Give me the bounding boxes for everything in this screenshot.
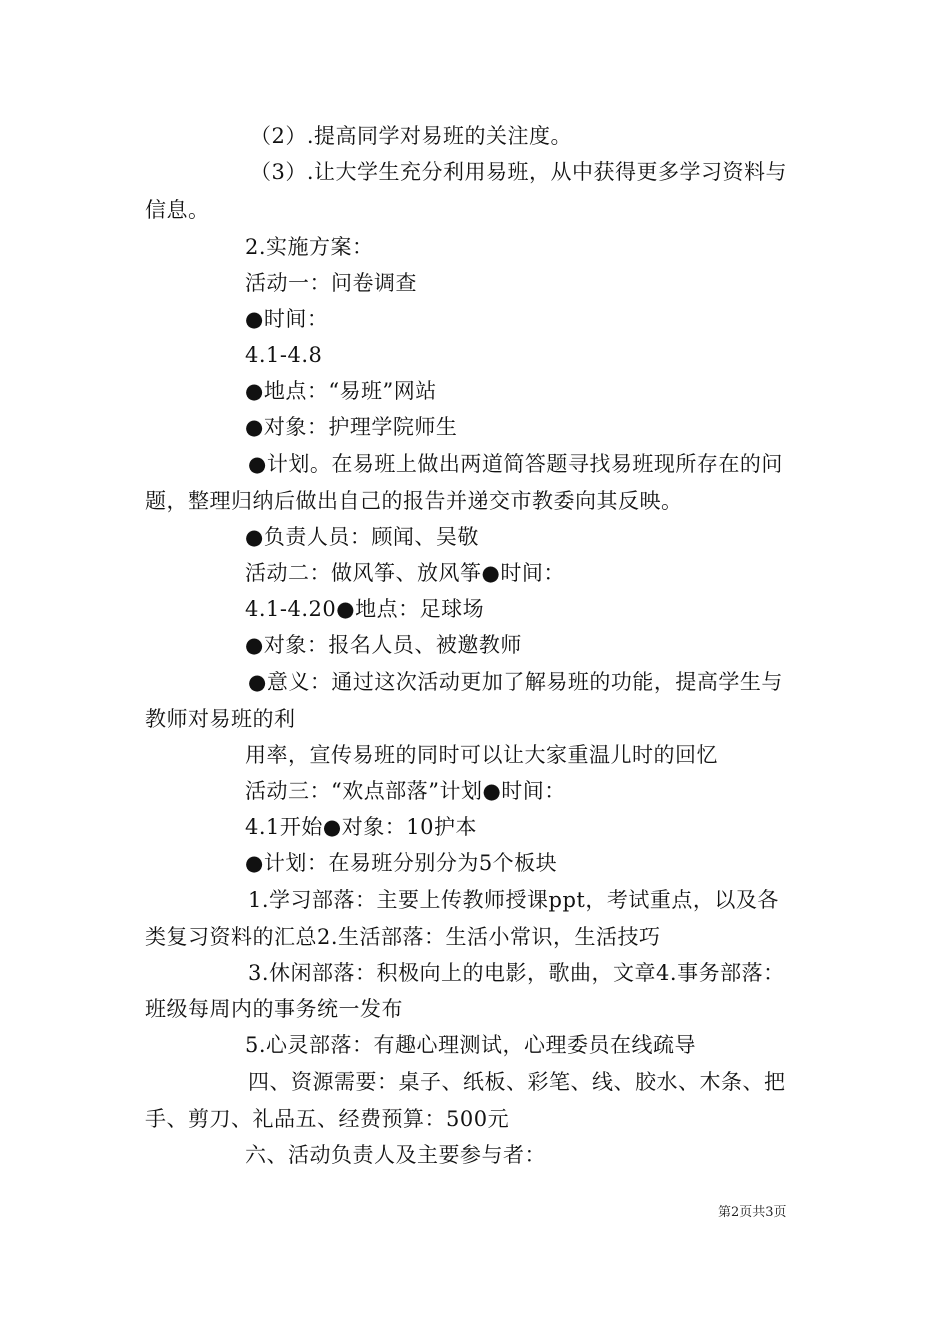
text-line: 六、活动负责人及主要参与者：	[245, 1143, 546, 1167]
text-line: 活动三：“欢点部落”计划●时间：	[245, 779, 566, 803]
text-line: ●计划。在易班上做出两道简答题寻找易班现所存在的问	[248, 452, 783, 476]
text-line: 活动二：做风筝、放风筝●时间：	[245, 561, 565, 585]
text-line: 1.学习部落：主要上传教师授课ppt，考试重点，以及各	[248, 888, 779, 912]
text-line: （2）.提高同学对易班的关注度。	[250, 124, 573, 148]
text-line: （3）.让大学生充分利用易班，从中获得更多学习资料与	[250, 160, 788, 184]
text-line: 四、资源需要：桌子、纸板、彩笔、线、胶水、木条、把	[248, 1070, 786, 1094]
text-line: ●对象：报名人员、被邀教师	[245, 633, 522, 657]
text-line: 班级每周内的事务统一发布	[145, 997, 403, 1021]
text-line: ●意义：通过这次活动更加了解易班的功能，提高学生与	[248, 670, 783, 694]
text-line: 4.1-4.8	[245, 343, 323, 367]
text-line: ●计划：在易班分别分为5个板块	[245, 851, 558, 875]
text-line: ●对象：护理学院师生	[245, 415, 458, 439]
text-line: 活动一：问卷调查	[245, 271, 417, 295]
text-line: 3.休闲部落：积极向上的电影，歌曲，文章4.事务部落：	[248, 961, 785, 985]
text-line: 手、剪刀、礼品五、经费预算：500元	[145, 1107, 510, 1131]
page-number-footer: 第2页共3页	[718, 1205, 787, 1220]
text-line: 4.1-4.20●地点：足球场	[245, 597, 485, 621]
text-line: 信息。	[145, 198, 210, 222]
text-line: ●时间：	[245, 307, 329, 331]
text-line: 2.实施方案：	[245, 235, 374, 259]
text-line: 4.1开始●对象：10护本	[245, 815, 477, 839]
text-line: ●地点：“易班”网站	[245, 379, 437, 403]
text-line: 题，整理归纳后做出自己的报告并递交市教委向其反映。	[145, 489, 683, 513]
text-line: ●负责人员：顾闻、吴敬	[245, 525, 479, 549]
text-line: 类复习资料的汇总2.生活部落：生活小常识，生活技巧	[145, 925, 661, 949]
text-line: 教师对易班的利	[145, 707, 296, 731]
text-line: 用率，宣传易班的同时可以让大家重温儿时的回忆	[245, 743, 718, 767]
text-line: 5.心灵部落：有趣心理测试，心理委员在线疏导	[245, 1033, 697, 1057]
